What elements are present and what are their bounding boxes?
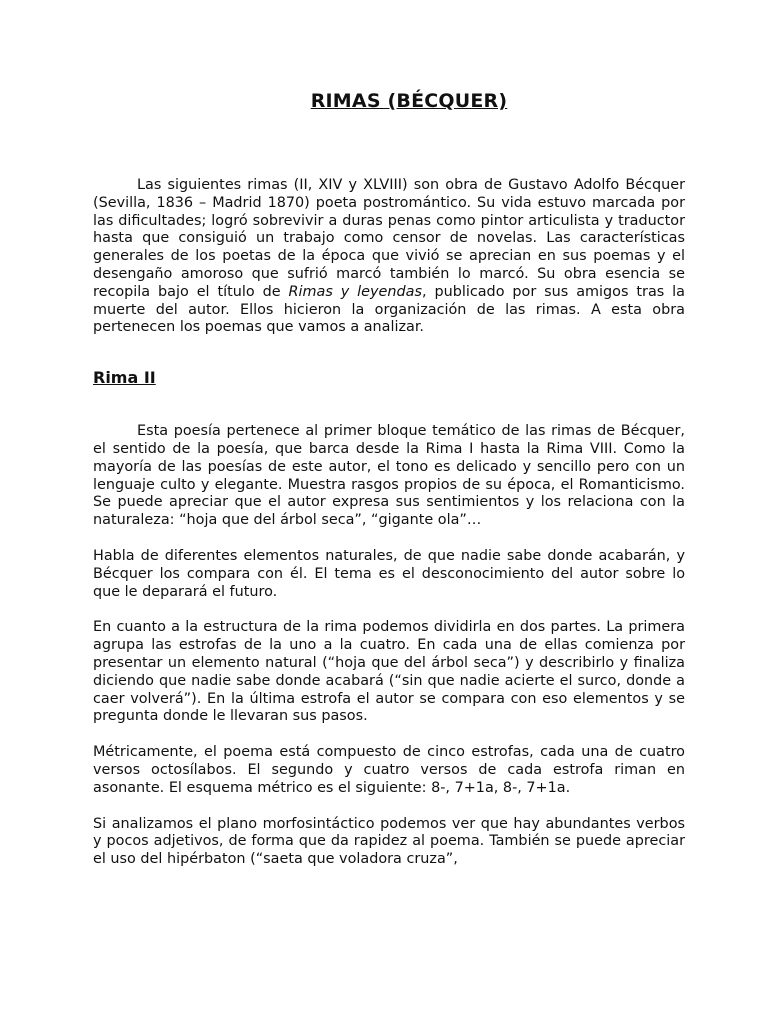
document-title: RIMAS (BÉCQUER) [310, 90, 508, 112]
section-paragraph-2: Habla de diferentes elementos naturales, de que nadie sabe donde acabarán, y Bécquer los compara con él. El tema es el desconocimiento del autor sobre lo que le deparará el futuro. [93, 547, 685, 600]
intro-text-end: , publicado por sus amigos tras la muerte del autor. Ellos hicieron la organización de las rimas. A esta obra pertenecen los poemas que vamos a analizar. [93, 283, 685, 336]
section-paragraph-3: En cuanto a la estructura de la rima podemos dividirla en dos partes. La primera agrupa las estrofas de la uno a la cuatro. En cada una de ellas comienza por presentar un elemento natural (“hoja que del árbol seca”) y describirlo y finaliza diciendo que nadie sabe donde acabará (“sin que nadie acierte el surco, donde a caer volverá”). En la última estrofa el autor se compara con eso elementos y se pregunta donde le llevaran sus pasos. [93, 619, 685, 725]
section-heading: Rima II [93, 368, 156, 388]
intro-paragraph [93, 177, 685, 337]
section-paragraph-4: Métricamente, el poema está compuesto de cinco estrofas, cada una de cuatro versos octosílabos. El segundo y cuatro versos de cada estrofa riman en asonante. El esquema métrico es el siguiente: 8-, 7+1a, 8-, 7+1a. [93, 744, 685, 796]
document-page [93, 86, 685, 869]
book-title: Rimas y leyendas [288, 283, 422, 300]
section-paragraph-5: Si analizamos el plano morfosintáctico podemos ver que hay abundantes verbos y pocos adjetivos, de forma que da rapidez al poema. También se puede apreciar el uso del hipérbaton (“saeta que voladora cruza”, [93, 815, 685, 868]
intro-text-start: Las siguientes rimas (II, XIV y XLVIII) son obra de Gustavo Adolfo Bécquer (Sevilla, 1836 – Madrid 1870) poeta postromántico. Su vida estuvo marcada por las dificultades; logró sobrevivir a duras penas como pintor articulista y traductor hasta que consiguió un trabajo como censor de novelas. Las características generales de los poetas de la época que vivió se aprecian en sus poemas y el desengaño amoroso que sufrió marcó también lo marcó. Su obra esencia se recopila bajo el título de [93, 177, 685, 300]
section-paragraph-1: Esta poesía pertenece al primer bloque temático de las rimas de Bécquer, el sentido de la poesía, que barca desde la Rima I hasta la Rima VIII. Como la mayoría de las poesías de este autor, el tono es delicado y sencillo pero con un lenguaje culto y elegante. Muestra rasgos propios de su época, el Romanticismo. Se puede apreciar que el autor expresa sus sentimientos y los relaciona con la naturaleza: “hoja que del árbol seca”, “gigante ola”… [93, 423, 685, 529]
